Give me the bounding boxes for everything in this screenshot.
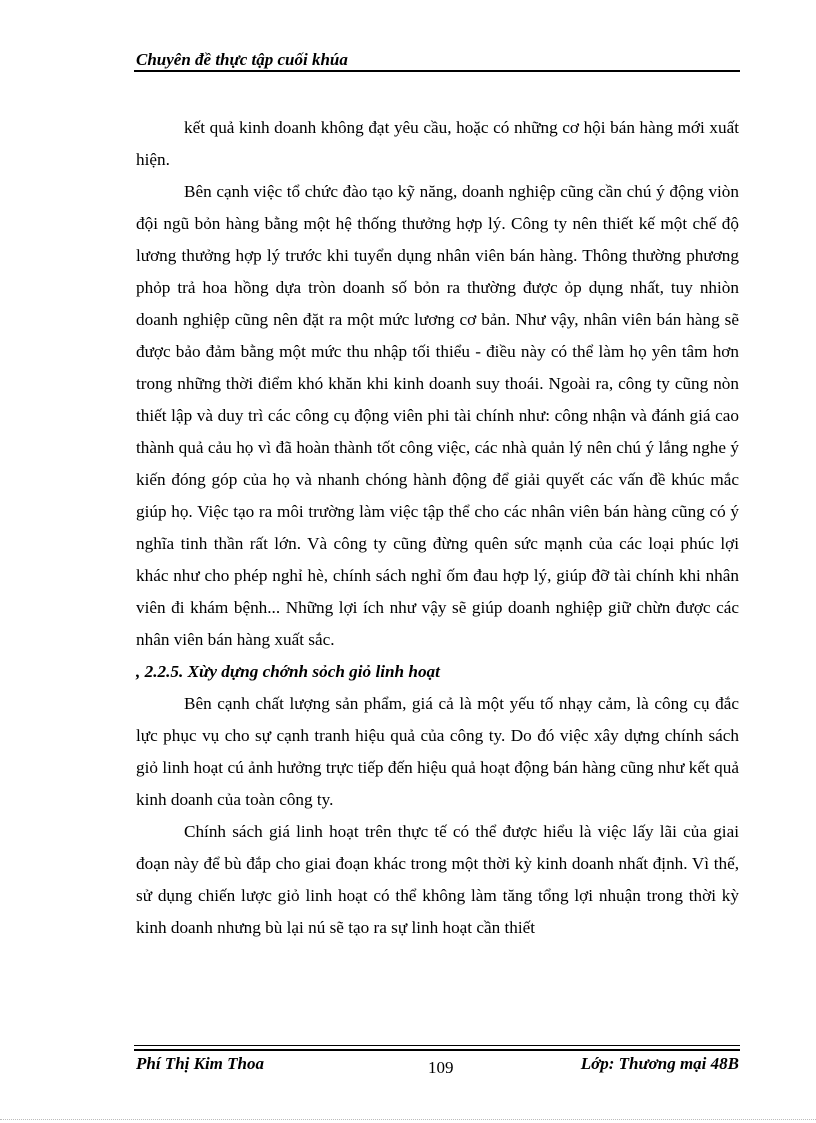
- header-rule: [134, 70, 740, 72]
- paragraph-sales-motivation: Bên cạnh việc tổ chức đào tạo kỹ năng, doanh nghiệp cũng cần chú ý động viòn đội ngũ bỏn hàng bằng một hệ thống thưởng hợp lý. Công ty nên thiết kế một chế độ lương thưởng hợp lý trước khi tuyển dụng nhân viên bán hàng. Thông thường phương phỏp trả hoa hồng dựa tròn doanh số bỏn ra thường được ỏp dụng nhất, tuy nhiòn doanh nghiệp cũng nên đặt ra một mức lương cơ bản. Như vậy, nhân viên bán hàng sẽ được bảo đảm bằng một mức thu nhập tối thiểu - điều này có thể làm họ yên tâm hơn trong những thời điểm khó khăn khi kinh doanh suy thoái. Ngoài ra, công ty cũng nòn thiết lập và duy trì các công cụ động viên phi tài chính như: công nhận và đánh giá cao thành quả cảu họ vì đã hoàn thành tốt công việc, các nhà quản lý nên chú ý lắng nghe ý kiến đóng góp của họ và nhanh chóng hành động để giải quyết các vấn đề khúc mắc giúp họ. Việc tạo ra môi trường làm việc tập thể cho các nhân viên bán hàng cũng có ý nghĩa tinh thần rất lớn. Và công ty cũng đừng quên sức mạnh của các loại phúc lợi khác như cho phép nghỉ hè, chính sách nghỉ ốm đau hợp lý, giúp đỡ tài chính khi nhân viên đi khám bệnh... Những lợi ích như vậy sẽ giúp doanh nghiệp giữ chừn được các nhân viên bán hàng xuất sắc.: [136, 182, 739, 649]
- page-header-title: Chuyên đề thực tập cuối khúa: [136, 50, 348, 69]
- paragraph-pricing-intro: Bên cạnh chất lượng sản phẩm, giá cả là một yếu tố nhạy cảm, là công cụ đắc lực phục vụ cho sự cạnh tranh hiệu quả của công ty. Do đó việc xây dựng chính sách giỏ linh hoạt cú ảnh hưởng trực tiếp đến hiệu quả hoạt động bán hàng cũng như kết quả kinh doanh của toàn công ty.: [136, 694, 739, 809]
- paragraph-flexible-pricing: Chính sách giá linh hoạt trên thực tế có thể được hiểu là việc lấy lãi của giai đoạn này để bù đắp cho giai đoạn khác trong một thời kỳ kinh doanh nhất định. Vì thế, sử dụng chiến lược giỏ linh hoạt có thể không làm tăng tổng lợi nhuận trong thời kỳ kinh doanh nhưng bù lại nú sẽ tạo ra sự linh hoạt cần thiết: [136, 822, 739, 937]
- page-edge-divider: [0, 1119, 816, 1120]
- page-number: 109: [428, 1058, 454, 1077]
- document-body: [136, 112, 739, 944]
- section-heading: , 2.2.5. Xừy dựng chớnh sỏch giỏ linh hoạt: [136, 662, 440, 681]
- footer-rule-thick: [134, 1049, 740, 1051]
- footer-rule-thin: [134, 1045, 740, 1046]
- paragraph-continuation: kết quả kinh doanh không đạt yêu cầu, hoặc có những cơ hội bán hàng mới xuất hiện.: [136, 118, 739, 169]
- footer-class: Lớp: Thương mại 48B: [580, 1054, 739, 1073]
- footer-author: Phí Thị Kim Thoa: [136, 1054, 264, 1073]
